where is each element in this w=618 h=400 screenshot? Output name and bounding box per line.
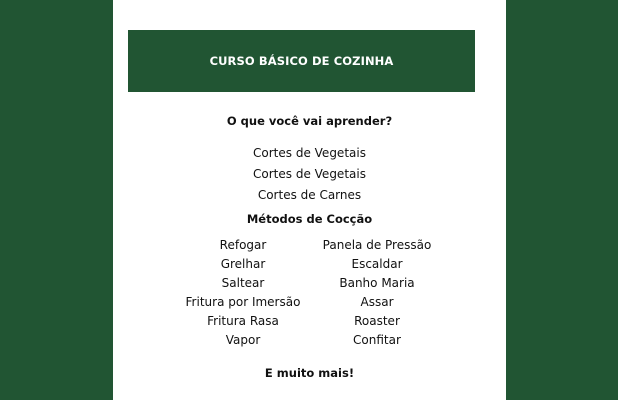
topic-item: Cortes de Vegetais [253,146,366,160]
method-item: Grelhar [220,257,266,271]
topic-item: Cortes de Vegetais [253,167,366,181]
content-card [113,0,506,400]
methods-right-column [302,236,452,350]
method-item: Fritura Rasa [207,314,279,328]
method-item: Vapor [225,333,261,347]
course-banner [128,30,475,92]
course-title: CURSO BÁSICO DE COZINHA [209,54,394,68]
method-item: Saltear [221,276,265,290]
method-item: Banho Maria [339,276,415,290]
methods-left-column [168,236,318,350]
method-item: Panela de Pressão [322,238,432,252]
method-item: Escaldar [351,257,403,271]
footer-text: E muito mais! [264,366,355,380]
method-item: Assar [360,295,394,309]
topic-item: Cortes de Carnes [257,188,362,202]
methods-heading: Métodos de Cocção [246,212,373,226]
learn-heading: O que você vai aprender? [226,114,393,128]
method-item: Refogar [219,238,267,252]
method-item: Fritura por Imersão [185,295,301,309]
method-item: Roaster [354,314,400,328]
method-item: Confitar [353,333,401,347]
